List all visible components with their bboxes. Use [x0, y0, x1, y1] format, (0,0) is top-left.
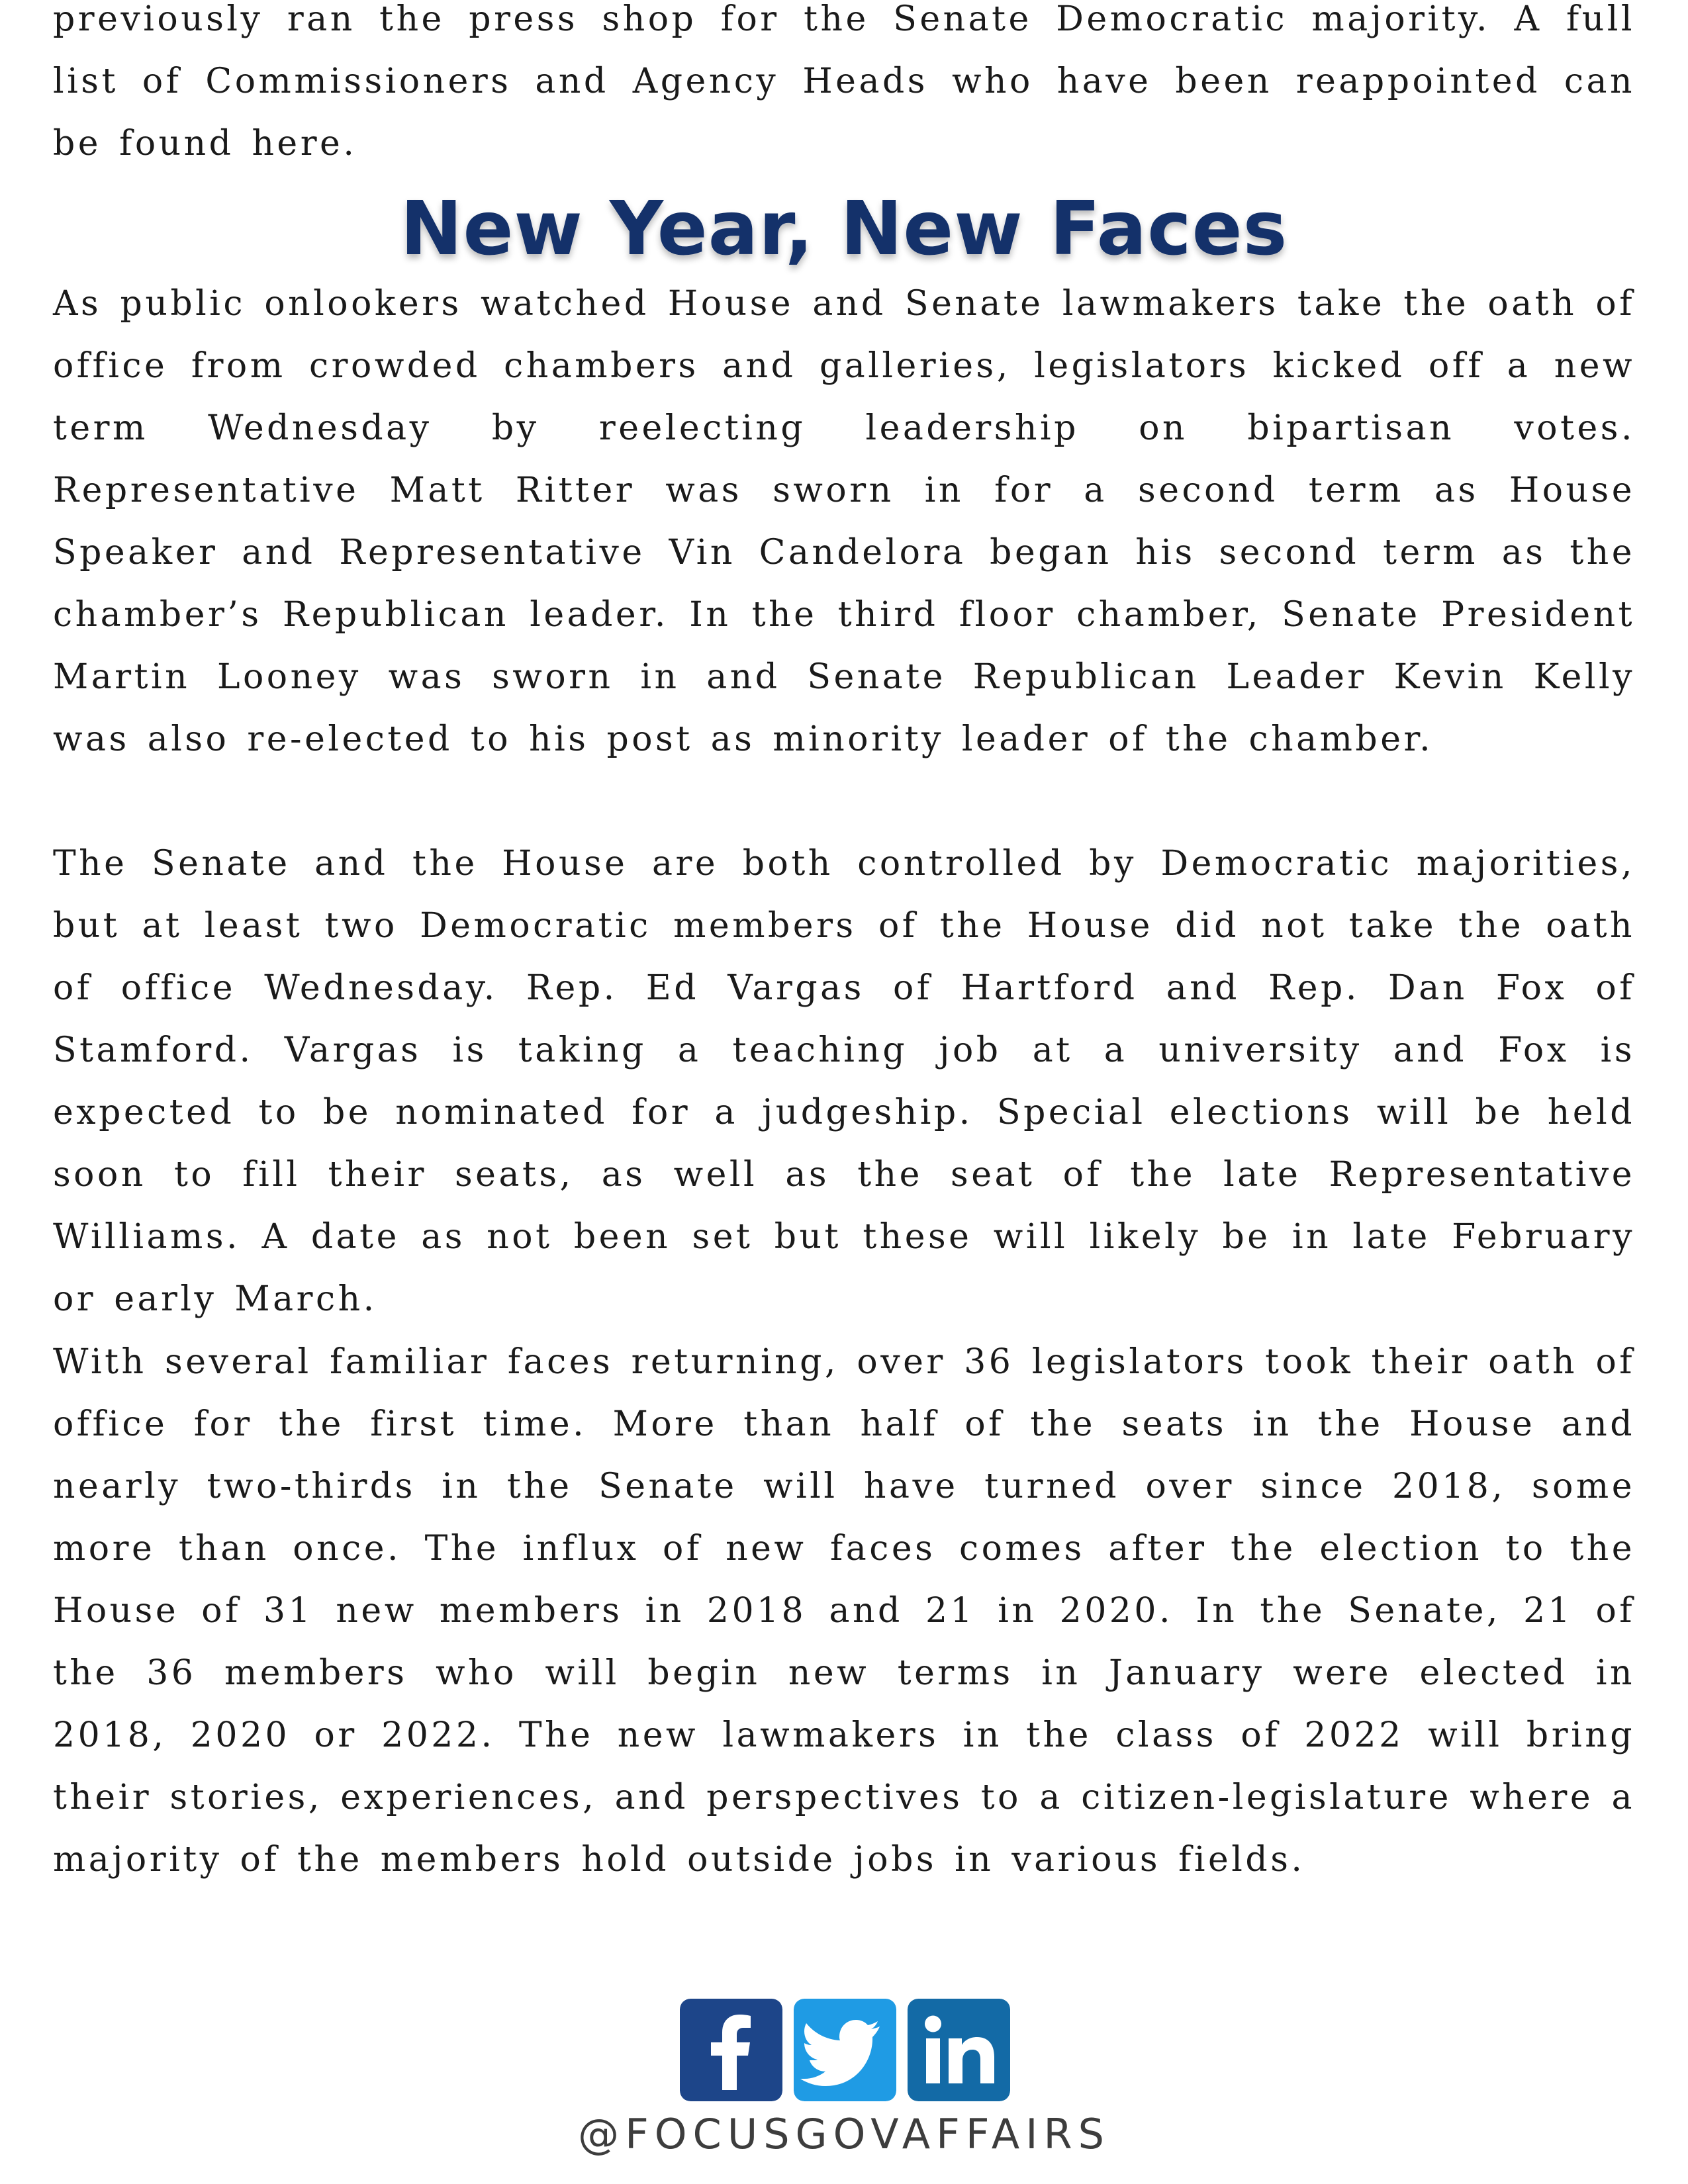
linkedin-icon[interactable] [908, 1999, 1010, 2101]
intro-paragraph: previously ran the press shop for the Senate Democratic majority. A full list of Commissioners and Agency Heads who have been reappointed can be found here. [53, 0, 1635, 163]
paragraph-majorities: The Senate and the House are both controlled by Democratic majorities, but at least two Democratic members of the House did not take the oath of office Wednesday. Rep. Ed Vargas of Hartford and Rep. Dan Fox of Stamford. Vargas is taking a teaching job at a university and Fox is expected to be nominated for a judgeship. Special elections will be held soon to fill their seats, as well as the seat of the late Representative Williams. A date as not been set but these will likely be in late February or early March. [53, 844, 1635, 1319]
facebook-icon[interactable] [680, 1999, 782, 2101]
social-links [680, 1999, 1010, 2101]
paragraph-new-members: With several familiar faces returning, over 36 legislators took their oath of office for the first time. More than half of the seats in the House and nearly two-thirds in the Senate will have turned over since 2018, some more than once. The influx of new faces comes after the election to the House of 31 new members in 2018 and 21 in 2020. In the Senate, 21 of the 36 members who will begin new terms in January were elected in 2018, 2020 or 2022. The new lawmakers in the class of 2022 will bring their stories, experiences, and perspectives to a citizen-legislature where a majority of the members hold outside jobs in various fields. [53, 1342, 1635, 1880]
social-handle: @FOCUSGOVAFFAIRS [578, 2110, 1110, 2158]
paragraph-leadership: As public onlookers watched House and Senate lawmakers take the oath of office from crowded chambers and galleries, legislators kicked off a new term Wednesday by reelecting leadership on bipartisan votes. Representative Matt Ritter was sworn in for a second term as House Speaker and Representative Vin Candelora began his second term as the chamber’s Republican leader. In the third floor chamber, Senate President Martin Looney was sworn in and Senate Republican Leader Kevin Kelly was also re-elected to his post as minority leader of the chamber. [53, 284, 1635, 759]
twitter-icon[interactable] [794, 1999, 896, 2101]
section-heading: New Year, New Faces [400, 186, 1288, 272]
linkedin-i-stem [926, 2038, 940, 2083]
linkedin-i-dot [925, 2016, 941, 2032]
